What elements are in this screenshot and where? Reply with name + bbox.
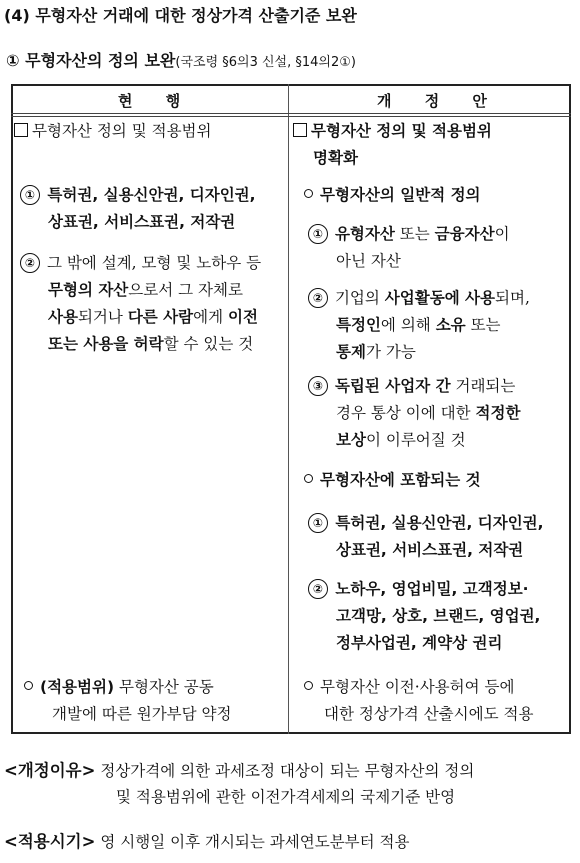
subsection-number: ① — [6, 51, 20, 70]
table-header-rule — [11, 113, 571, 114]
revised-included-2: ② 노하우, 영업비밀, 고객정보· 고객망, 상호, 브랜드, 영업권, 정부사업권, 계약상 권리 — [308, 576, 540, 657]
reason-line-1: 정상가격에 의한 과세조정 대상이 되는 무형자산의 정의 — [100, 762, 475, 780]
revised-general-2: ② 기업의 사업활동에 사용되며, 특정인에 의해 소유 또는 통제가 가능 — [308, 285, 530, 366]
circled-number: ② — [20, 253, 40, 273]
circled-number: ① — [308, 224, 328, 244]
revision-reason — [4, 758, 474, 810]
bullet-circle-icon — [304, 681, 313, 690]
revised-general-heading: 무형자산의 일반적 정의 — [304, 182, 481, 209]
circled-number: ① — [308, 513, 328, 533]
revised-general-3: ③ 독립된 사업자 간 거래되는 경우 통상 이에 대한 적정한 보상이 이루어질 것 — [308, 373, 520, 454]
revised-included-heading: 무형자산에 포함되는 것 — [304, 467, 481, 494]
revised-general-1: ① 유형자산 또는 금융자산이 아닌 자산 — [308, 221, 510, 275]
column-header-current: 현 행 — [118, 92, 195, 110]
effective-text: 영 시행일 이후 개시되는 과세연도분부터 적용 — [100, 833, 410, 851]
subsection-heading: 무형자산의 정의 보완 — [25, 51, 176, 70]
subsection-title — [6, 51, 356, 73]
checkbox-square-icon — [14, 123, 28, 137]
table-header-rule-double — [11, 116, 571, 117]
current-heading: 무형자산 정의 및 적용범위 — [14, 118, 212, 145]
revised-heading: 무형자산 정의 및 적용범위 명확화 — [293, 118, 492, 172]
circled-number: ① — [20, 185, 40, 205]
circled-number: ③ — [308, 376, 328, 396]
section-title: (4) 무형자산 거래에 대한 정상가격 산출기준 보완 — [4, 6, 357, 25]
checkbox-square-icon — [293, 123, 307, 137]
reason-line-2: 및 적용범위에 관한 이전가격세제의 국제기준 반영 — [116, 788, 456, 806]
bullet-circle-icon — [304, 474, 313, 483]
circled-number: ② — [308, 579, 328, 599]
revised-scope: 무형자산 이전·사용허여 등에 대한 정상가격 산출시에도 적용 — [304, 674, 533, 728]
current-scope: (적용범위) 무형자산 공동 개발에 따른 원가부담 약정 — [24, 674, 232, 728]
current-item-1: ① 특허권, 실용신안권, 디자인권, 상표권, 서비스표권, 저작권 — [20, 182, 256, 236]
bullet-circle-icon — [24, 681, 33, 690]
revised-included-1: ① 특허권, 실용신안권, 디자인권, 상표권, 서비스표권, 저작권 — [308, 510, 544, 564]
column-header-revised: 개 정 안 — [377, 92, 501, 110]
table-column-divider — [288, 84, 289, 734]
reason-label: <개정이유> — [4, 761, 96, 780]
effective-date — [4, 829, 409, 855]
bullet-circle-icon — [304, 189, 313, 198]
subsection-note: (국조령 §6의3 신설, §14의2①) — [175, 55, 356, 70]
current-item-2: ② 그 밖에 설계, 모형 및 노하우 등 무형의 자산으로서 그 자체로 사용되거나 다른 사람에게 이전 또는 사용을 허락할 수 있는 것 — [20, 250, 261, 358]
effective-label: <적용시기> — [4, 832, 96, 851]
circled-number: ② — [308, 288, 328, 308]
